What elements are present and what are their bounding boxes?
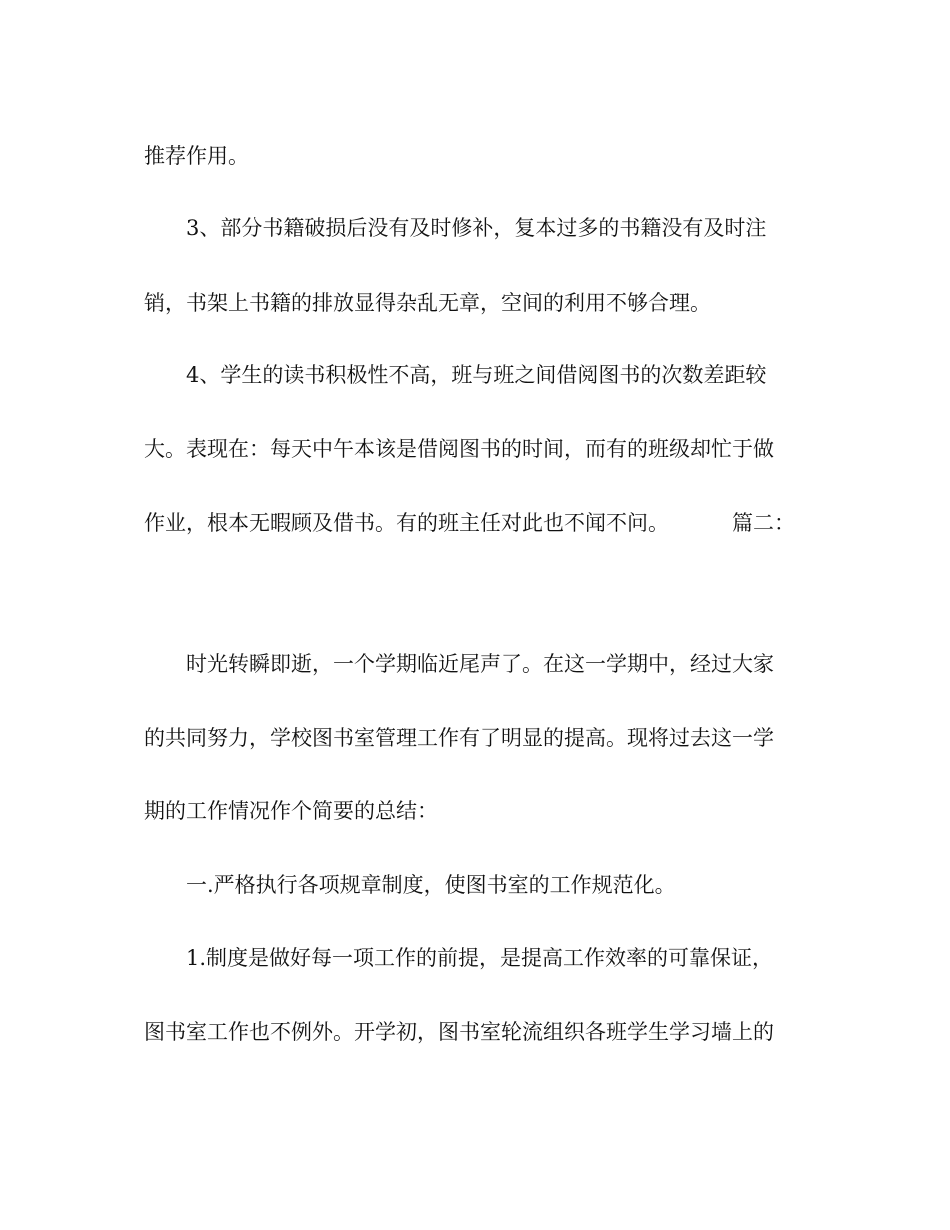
text-line-11: 1.制度是做好每一项工作的前提，是提高工作效率的可靠保证， bbox=[186, 946, 774, 970]
text-line-9: 期的工作情况作个简要的总结： bbox=[144, 799, 438, 823]
text-line-3: 销，书架上书籍的排放显得杂乱无章，空间的利用不够合理。 bbox=[144, 291, 711, 315]
text-line-4: 4、学生的读书积极性不高，班与班之间借阅图书的次数差距较 bbox=[186, 363, 767, 387]
section-label: 篇二： bbox=[732, 511, 795, 535]
text-line-7: 时光转瞬即逝，一个学期临近尾声了。在这一学期中，经过大家 bbox=[186, 652, 774, 676]
text-line-8: 的共同努力，学校图书室管理工作有了明显的提高。现将过去这一学 bbox=[144, 726, 774, 750]
text-line-10: 一.严格执行各项规章制度，使图书室的工作规范化。 bbox=[186, 873, 676, 897]
text-line-5: 大。表现在：每天中午本该是借阅图书的时间，而有的班级却忙于做 bbox=[144, 437, 774, 461]
text-line-2: 3、部分书籍破损后没有及时修补，复本过多的书籍没有及时注 bbox=[186, 216, 767, 240]
text-line-1: 推荐作用。 bbox=[144, 144, 249, 168]
text-line-6: 作业，根本无暇顾及借书。有的班主任对此也不闻不问。 bbox=[144, 511, 669, 535]
text-line-12: 图书室工作也不例外。开学初，图书室轮流组织各班学生学习墙上的 bbox=[144, 1020, 774, 1044]
